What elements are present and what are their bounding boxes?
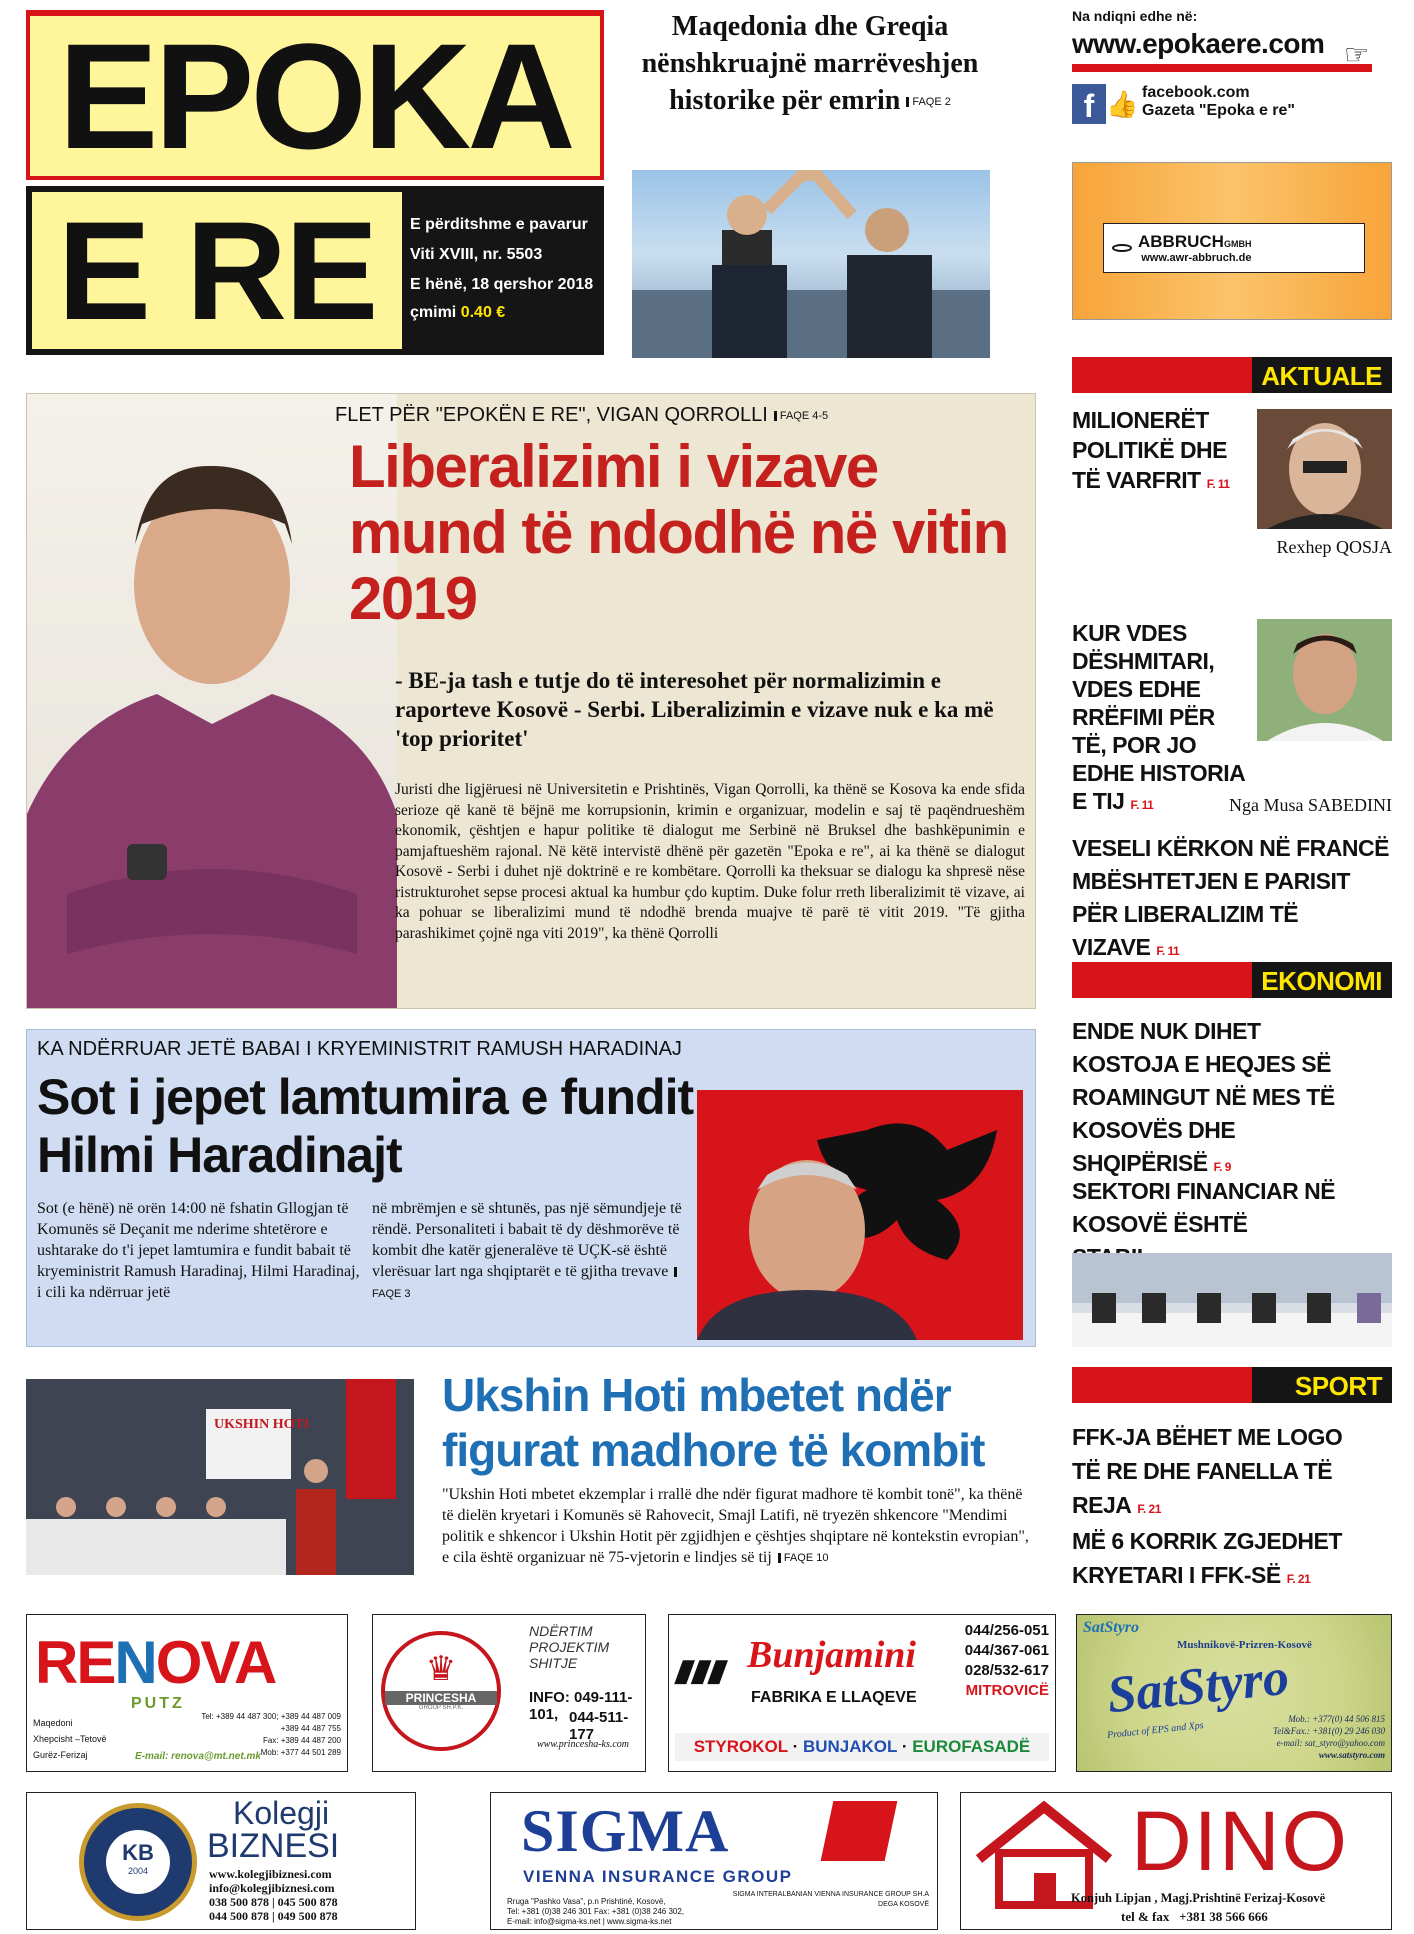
portrait-illustration [27,394,397,1008]
third-photo [26,1379,414,1575]
awr-ad[interactable] [1072,162,1392,320]
panel-photo-illustration [1072,1253,1392,1347]
sigma-ad[interactable] [490,1792,938,1930]
qosja-caption: Rexhep QOSJA [1276,537,1392,557]
lead-kicker-text: FLET PËR "EPOKËN E RE", VIGAN QORROLLI [335,404,768,426]
masthead-subtitle: E përditshme e pavarur [410,216,588,233]
awr-suffix: GMBH [1223,239,1252,249]
aktuale-item-2-text: KUR VDES DËSHMITARI, VDES EDHE RRËFIMI PËR TË, POR JO EDHE HISTORIA E TIJ [1072,620,1245,814]
renova-logo-b: OVA [155,1629,276,1696]
satstyro-mob: Mob.: +377(0) 44 506 815 [1288,1714,1385,1724]
renova-logo-a: RE [35,1629,115,1696]
aktuale-item-1[interactable] [1072,405,1392,575]
lead-kicker-ref: FAQE 4-5 [774,410,828,422]
sigma-email: E-mail: info@sigma-ks.net | www.sigma-ks.net [507,1917,672,1926]
aktuale-label: AKTUALE [1252,357,1392,393]
facebook-row[interactable] [1072,84,1392,124]
sigma-sub: VIENNA INSURANCE GROUP [523,1867,793,1886]
ekonomi-bar [1072,962,1392,998]
kolegji-url: www.kolegjibiznesi.com [209,1867,332,1881]
masthead-title-line2: E RE [32,192,402,349]
masthead-price [410,304,505,322]
flag-portrait-illustration [697,1090,1023,1340]
follow-label: Na ndiqni edhe në: [1072,8,1198,24]
satstyro-top: SatStyro [1083,1619,1140,1636]
sport-bar [1072,1367,1392,1403]
facebook-icon: f [1072,84,1106,124]
sigma-logo-icon [821,1801,898,1861]
princesha-sub: GROUP SH.P.K. [418,1705,464,1711]
masthead-top [26,10,604,180]
renova-tel-3: Fax: +389 44 487 200 [262,1736,341,1745]
red-rule [1072,64,1372,72]
princesha-line-2: PROJEKTIM [529,1639,610,1655]
kolegji-seal-inner [106,1830,170,1894]
right-column [1072,357,1392,1619]
third-body-text: "Ukshin Hoti mbetet ekzemplar i rrallë dhe ndër figurat madhore të kombit tonë", ka thënë të dielën kryetari i Komunës së Rahovecit, Smajl Latifi, në tryezën shkencore "Mendimi politik e shkencor i Ukshin Hotit për zgjidhjen e çështjes shqiptare në kontekstin evropian", e cila është organizuar në 75-vjetorin e lindjes së tij [442,1486,1029,1566]
sigma-addr: Rruga "Pashko Vasa", p.n Prishtinë, Kosovë, [507,1897,666,1906]
ekonomi-item-1-text: ENDE NUK DIHET KOSTOJA E HEQJES SË ROAMINGUT NË MES TË KOSOVËS DHE SHQIPËRISË [1072,1018,1335,1176]
awr-text [1138,232,1251,264]
masthead-date: E hënë, 18 qershor 2018 [410,276,594,293]
satstyro-product: Product of EPS and Xps [1106,1719,1205,1742]
aktuale-item-2-title [1072,619,1247,819]
princesha-ad[interactable] [372,1614,646,1772]
kolegji-ad[interactable] [26,1792,416,1930]
ekonomi-photo [1072,1253,1392,1347]
satstyro-url: www.satstyro.com [1318,1750,1385,1760]
princesha-name: PRINCESHA [385,1691,497,1705]
sabedini-photo [1257,619,1392,741]
sport-item-2-title [1072,1524,1372,1596]
kolegji-email: info@kolegjibiznesi.com [209,1881,335,1895]
qosja-illustration [1257,409,1392,529]
second-headline[interactable]: Sot i jepet lamtumira e fundit Hilmi Haradinajt [37,1069,694,1183]
product-3: EUROFASADË [912,1737,1031,1756]
satstyro-ad[interactable] [1076,1614,1392,1772]
masthead [26,10,604,355]
aktuale-item-3-text: VESELI KËRKON NË FRANCË MBËSHTETJEN E PARISIT PËR LIBERALIZIM TË VIZAVE [1072,835,1389,960]
third-ref: FAQE 10 [778,1552,829,1564]
dino-addr: Konjuh Lipjan , Magj.Prishtinë Ferizaj-Kosovë [1071,1891,1326,1905]
kolegji-contacts [209,1867,338,1923]
cursor-icon: ☞ [1344,39,1370,70]
bunjamini-phone-2: 044/367-061 [964,1642,1049,1659]
kolegji-line2: BIZNESI [207,1827,340,1865]
top-story-headline [625,8,995,121]
aktuale-item-2[interactable] [1072,619,1392,819]
product-1: STYROKOL [693,1737,788,1756]
kolegji-line1: Kolegji [233,1795,330,1831]
aktuale-item-1-text: MILIONERËT POLITIKË DHE TË VARFRIT [1072,407,1228,493]
kolegji-seal-year: 2004 [127,1866,149,1876]
sigma-group: SIGMA INTERALBANIAN VIENNA INSURANCE GROUP SH.A [732,1891,929,1898]
sabedini-caption: Nga Musa SABEDINI [1229,795,1392,815]
aktuale-item-1-ref: F. 11 [1206,477,1230,491]
satstyro-email: e-mail: sat_styro@yahoo.com [1276,1738,1385,1748]
satstyro-tel: Tel&Fax.: +381(0) 29 246 030 [1273,1726,1385,1736]
lead-photo [27,394,397,1008]
facebook-line2: Gazeta "Epoka e re" [1142,102,1296,119]
lead-story [26,393,1036,1009]
sport-item-2-ref: F. 21 [1286,1572,1311,1586]
kolegji-seal [79,1803,197,1921]
renova-logo [35,1629,276,1696]
kolegji-seal-text: KB [122,1840,154,1865]
renova-tel-2: +389 44 487 755 [280,1724,341,1733]
masthead-bottom [26,186,604,355]
renova-tel-4: Mob: +377 44 501 289 [260,1748,341,1757]
renova-ad[interactable] [26,1614,348,1772]
website-link[interactable]: www.epokaere.com [1072,28,1325,59]
renova-tel-1: Tel: +389 44 487 300; +389 44 487 009 [201,1712,341,1721]
sport-item-1[interactable] [1072,1420,1392,1526]
masthead-issue: Viti XVIII, nr. 5503 [410,246,543,263]
sport-label: SPORT [1252,1367,1392,1403]
sport-item-1-title [1072,1420,1372,1526]
price-value: 0.40 € [460,304,506,321]
sport-item-2[interactable] [1072,1524,1392,1596]
renova-email: E-mail: renova@mt.net.mk [135,1751,261,1762]
bunjamini-phones [965,1621,1049,1701]
renova-cities [33,1715,107,1763]
facebook-line1: facebook.com [1142,84,1250,101]
aktuale-item-3-ref: F. 11 [1156,944,1180,958]
sigma-name: SIGMA [521,1798,730,1864]
ekonomi-item-1[interactable] [1072,1015,1392,1184]
bunjamini-ad[interactable] [668,1614,1056,1772]
lead-headline[interactable]: Liberalizimi i vizave mund të ndodhë në vitin 2019 [349,433,1008,632]
aktuale-item-3[interactable] [1072,832,1392,960]
satstyro-contacts [1273,1713,1385,1761]
sport-item-2-text: MË 6 KORRIK ZGJEDHET KRYETARI I FFK-SË [1072,1528,1342,1588]
third-headline[interactable]: Ukshin Hoti mbetet ndër figurat madhore të kombit [442,1369,985,1476]
kolegji-phones-2: 044 500 878 | 049 500 878 [209,1909,338,1923]
dino-tel: tel & fax +381 38 566 666 [1121,1909,1268,1924]
second-kicker: KA NDËRRUAR JETË BABAI I KRYEMINISTRIT RAMUSH HARADINAJ [37,1038,682,1060]
top-story-photo [632,170,990,358]
facebook-text [1142,84,1295,120]
kolegji-phones-1: 038 500 878 | 045 500 878 [209,1895,338,1909]
lead-body: Juristi dhe ligjëruesi në Universitetin e Prishtinës, Vigan Qorrolli, ka thënë se Kosova ka ende sfida serioze që kanë të bëjnë me korrupsionin, krimin e organizuar, modelin e saj të paqëndrueshëm ekonomik, çështjen e hapur politike të dialogut me Serbinë në Bruksel dhe bashkëpunimin e pamjaftueshëm rajonal. Në këtë intervistë dhënë për gazetën "Epoka e re", ai ka thënë se dialogut Kosovë - Serbi i duhet një doktrinë e re kombëtare. Qorrolli ka theksuar se dialogu ka shpresë nëse ristrukturohet sepse procesi aktual ka humbur çdo kuptim. Duke folur rreth liberalizimit të vizave, ai ka pohuar se liberalizimi mund të ndodhë brenda muajve të parë të vitit 2019. "Të gjitha parashikimet çojnë nga viti 2019", ka thënë Qorrolli [395,781,1025,942]
second-ref: FAQE 3 [372,1266,680,1300]
princesha-services [529,1623,609,1671]
renova-city-3: Gurëz-Ferizaj [33,1750,88,1760]
aktuale-item-3-title [1072,832,1392,968]
handshake-photo-illustration [632,170,990,358]
price-label: çmimi [410,304,457,321]
lead-subhead: - BE-ja tash e tutje do të interesohet për normalizimin e raporteve Kosovë - Serbi. Liberalizimin e vizave nuk e ka më 'top prioritet' [395,668,994,751]
second-col2 [372,1198,702,1305]
product-2: BUNJAKOL [802,1737,898,1756]
satstyro-loc: Mushnikovë-Prizren-Kosovë [1177,1639,1312,1651]
second-photo [697,1090,1023,1340]
awr-url: www.awr-abbruch.de [1141,252,1252,264]
aktuale-item-1-title [1072,405,1242,499]
princesha-line-1: NDËRTIM [529,1623,593,1639]
second-story [26,1029,1036,1347]
bunjamini-sub: FABRIKA E LLAQEVE [751,1689,917,1706]
top-story[interactable] [625,8,995,163]
sigma-dega: DEGA KOSOVË [878,1901,929,1908]
sigma-tel: Tel: +381 (0)38 246 301 Fax: +381 (0)38 246 302, [507,1907,685,1916]
ekonomi-item-1-ref: F. 9 [1213,1160,1231,1174]
bunjamini-name: Bunjamini [747,1634,916,1676]
renova-putz: PUTZ [131,1695,185,1712]
sigma-contacts [507,1897,684,1927]
sport-item-1-text: FFK-JA BËHET ME LOGO TË RE DHE FANELLA TË REJA [1072,1424,1343,1518]
bunjamini-city: MITROVICË [965,1682,1049,1699]
princesha-logo [381,1631,501,1751]
renova-city-1: Maqedoni [33,1718,73,1728]
top-story-ref: FAQE 2 [906,96,951,108]
dino-name: DINO [1131,1794,1349,1888]
second-col1: Sot (e hënë) në orën 14:00 në fshatin Gllogjan të Komunës së Deçanit me nderime shtetërore e ushtarake do t'i jepet lamtumira e fundit babait të kryeministrit Ramush Haradinaj, Hilmi Haradinaj, i cili ka ndërruar jetë [37,1200,360,1301]
ekonomi-label: EKONOMI [1252,962,1392,998]
ekonomi-item-1-title [1072,1015,1347,1184]
conference-photo-illustration [26,1379,414,1575]
awr-inner [1103,223,1365,273]
sabedini-illustration [1257,619,1392,741]
top-story-title: Maqedonia dhe Greqia nënshkruajnë marrëveshjen historike për emrin [641,11,979,116]
bunjamini-products: STYROKOL · BUNJAKOL · EUROFASADË [675,1733,1049,1761]
bunjamini-phone-1: 044/256-051 [964,1622,1049,1639]
like-icon: 👍 [1106,89,1139,119]
awr-logo [1112,244,1132,252]
dino-ad[interactable] [960,1792,1392,1930]
lead-kicker [335,404,828,427]
satstyro-big: SatStyro [1104,1648,1292,1725]
ukshin-banner: UKSHIN HOTI [214,1417,310,1432]
masthead-title-line1: EPOKA [30,16,600,176]
qosja-photo [1257,409,1392,529]
awr-name: ABBRUCH [1138,232,1224,251]
bunjamini-phone-3: 028/532-617 [964,1662,1049,1679]
renova-city-2: Xhepcisht –Tetovë [33,1734,107,1744]
bunjamini-logo-icon: ▮▮▮ [670,1654,733,1687]
crown-icon: ♛ [425,1650,457,1688]
third-body [442,1484,1032,1569]
ekonomi-item-2-text: SEKTORI FINANCIAR NË KOSOVË ËSHTË [1072,1178,1336,1237]
princesha-info2: 044-511-177 [569,1709,629,1743]
renova-logo-n: N [114,1629,156,1696]
second-col2-text: në mbrëmjen e së shtunës, pas një sëmundjeje të rëndë. Personaliteti i babait të dy dëshmorëve të kombit dhe katër gjeneralëve të UÇK-së është vlerësuar lart nga shqiptarët e të gjitha trevave [372,1200,682,1280]
princesha-info1: INFO: 049-111-101, [529,1689,633,1723]
aktuale-bar [1072,357,1392,393]
princesha-line-3: SHITJE [529,1655,578,1671]
sport-item-1-ref: F. 21 [1137,1502,1161,1516]
aktuale-item-2-ref: F. 11 [1130,798,1154,812]
princesha-url: www.princesha-ks.com [537,1739,630,1750]
web-box [1072,8,1392,158]
